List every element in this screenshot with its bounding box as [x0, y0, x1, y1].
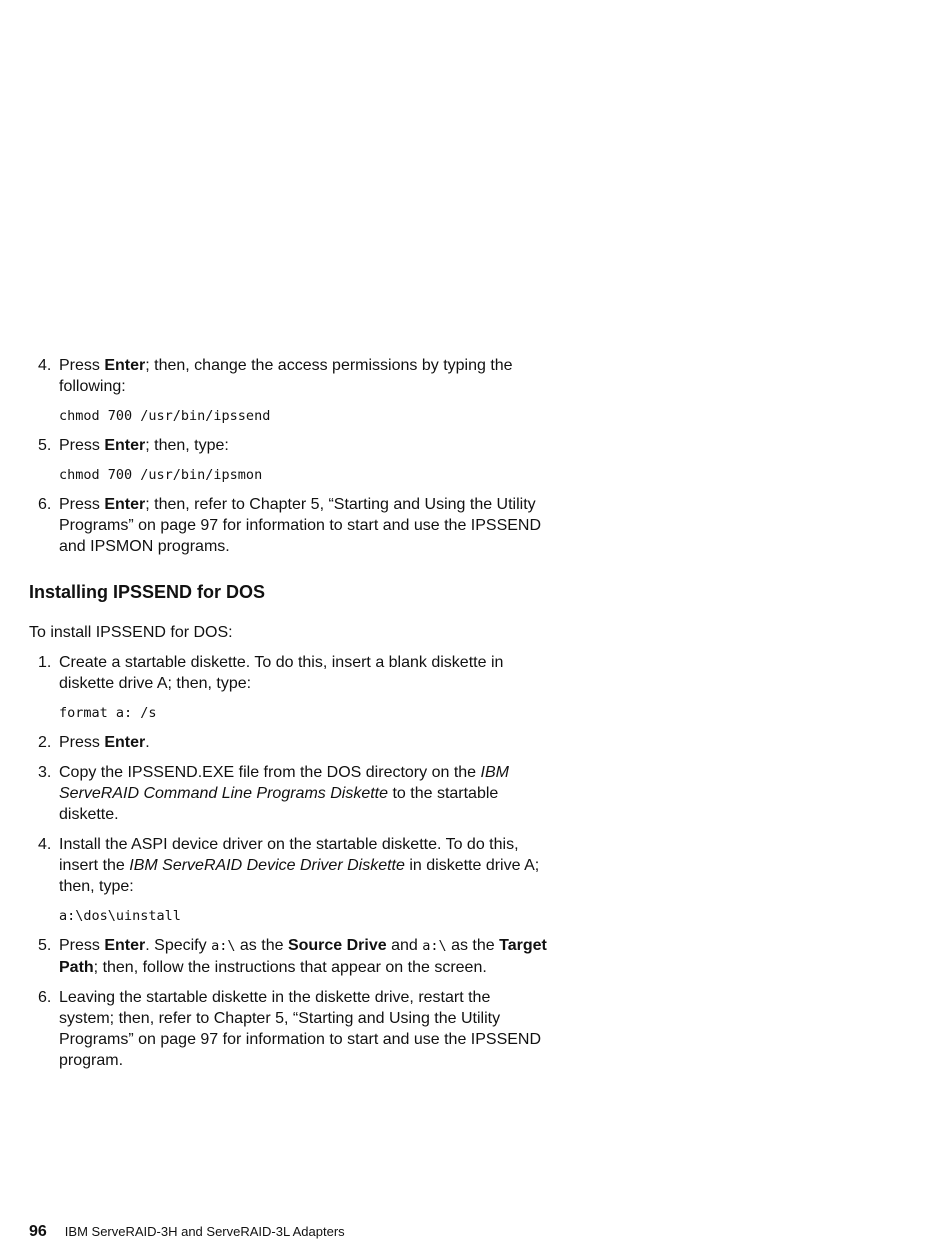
step-number: 5. — [38, 437, 52, 454]
field-name: Source Drive — [287, 937, 387, 954]
list-item — [29, 834, 549, 926]
step-text-part: Press — [59, 496, 105, 513]
list-item — [29, 435, 549, 485]
list-item — [29, 355, 549, 426]
step-text-part: ; then, refer to Chapter 5, “Starting and Using the Utility Programs” on page 97 for information to start and use the IPSSEND and IPSMON programs. — [59, 496, 542, 555]
step-text — [59, 834, 549, 897]
diskette-title: IBM ServeRAID Command Line Programs Diskette — [59, 764, 509, 802]
step-number: 3. — [38, 764, 52, 781]
step-text-part: ; then, type: — [145, 437, 229, 454]
command-code: format a: /s — [59, 705, 157, 721]
step-text-part: to the startable diskette. — [59, 785, 499, 823]
command-code: chmod 700 /usr/bin/ipssend — [59, 408, 271, 424]
command-code: a:\dos\uinstall — [59, 908, 181, 924]
field-name: Target Path — [59, 937, 547, 976]
key-name: Enter — [104, 496, 146, 513]
dos-install-steps — [29, 652, 549, 1071]
list-item — [29, 494, 549, 557]
list-item — [29, 935, 549, 978]
list-item — [29, 652, 549, 723]
step-text-part: as the — [446, 937, 500, 954]
step-text-part: Press — [59, 734, 105, 751]
linux-install-steps — [29, 355, 549, 557]
step-number: 4. — [38, 836, 52, 853]
command-code: chmod 700 /usr/bin/ipsmon — [59, 467, 263, 483]
diskette-title: IBM ServeRAID Device Driver Diskette — [129, 857, 405, 874]
key-name: Enter — [104, 734, 146, 751]
step-text-part: . Specify — [145, 937, 212, 954]
step-text-part: and — [386, 937, 423, 954]
step-text — [59, 762, 549, 825]
step-number: 1. — [38, 654, 52, 671]
step-number: 4. — [38, 357, 52, 374]
step-text — [59, 732, 549, 753]
step-text-part: in diskette drive A; then, type: — [59, 857, 540, 895]
key-name: Enter — [104, 437, 146, 454]
step-text — [59, 355, 549, 397]
footer-title: IBM ServeRAID-3H and ServeRAID-3L Adapters — [64, 1224, 345, 1239]
key-name: Enter — [104, 357, 146, 374]
step-text-part: Install the ASPI device driver on the startable diskette. To do this, insert the — [59, 836, 519, 874]
step-text-part: Press — [59, 357, 105, 374]
step-text — [59, 494, 549, 557]
section-intro: To install IPSSEND for DOS: — [29, 624, 233, 641]
step-number: 2. — [38, 734, 52, 751]
step-text-part: Copy the IPSSEND.EXE file from the DOS directory on the — [59, 764, 481, 781]
page-footer — [29, 1222, 345, 1242]
step-text-part: Press — [59, 437, 105, 454]
list-item — [29, 762, 549, 825]
drive-path: a:\ — [422, 938, 447, 954]
drive-path: a:\ — [211, 938, 236, 954]
step-text — [59, 435, 549, 456]
page-content — [29, 355, 549, 1080]
step-text-part: Press — [59, 937, 105, 954]
list-item — [29, 987, 549, 1071]
step-number: 5. — [38, 937, 52, 954]
step-number: 6. — [38, 496, 52, 513]
step-text-part: ; then, follow the instructions that appear on the screen. — [93, 959, 487, 976]
step-text: Leaving the startable diskette in the diskette drive, restart the system; then, refer to Chapter 5, “Starting and Using the Utility Programs” on page 97 for information to start and use the IPSSEND program. — [59, 989, 542, 1069]
step-text: Create a startable diskette. To do this, insert a blank diskette in diskette drive A; then, type: — [59, 654, 504, 692]
step-number: 6. — [38, 989, 52, 1006]
step-text — [59, 935, 549, 978]
step-text-part: . — [145, 734, 150, 751]
key-name: Enter — [104, 937, 146, 954]
section-heading: Installing IPSSEND for DOS — [29, 582, 266, 602]
step-text-part: ; then, change the access permissions by typing the following: — [59, 357, 513, 395]
list-item — [29, 732, 549, 753]
step-text-part: as the — [235, 937, 288, 954]
page-number: 96 — [29, 1223, 47, 1240]
